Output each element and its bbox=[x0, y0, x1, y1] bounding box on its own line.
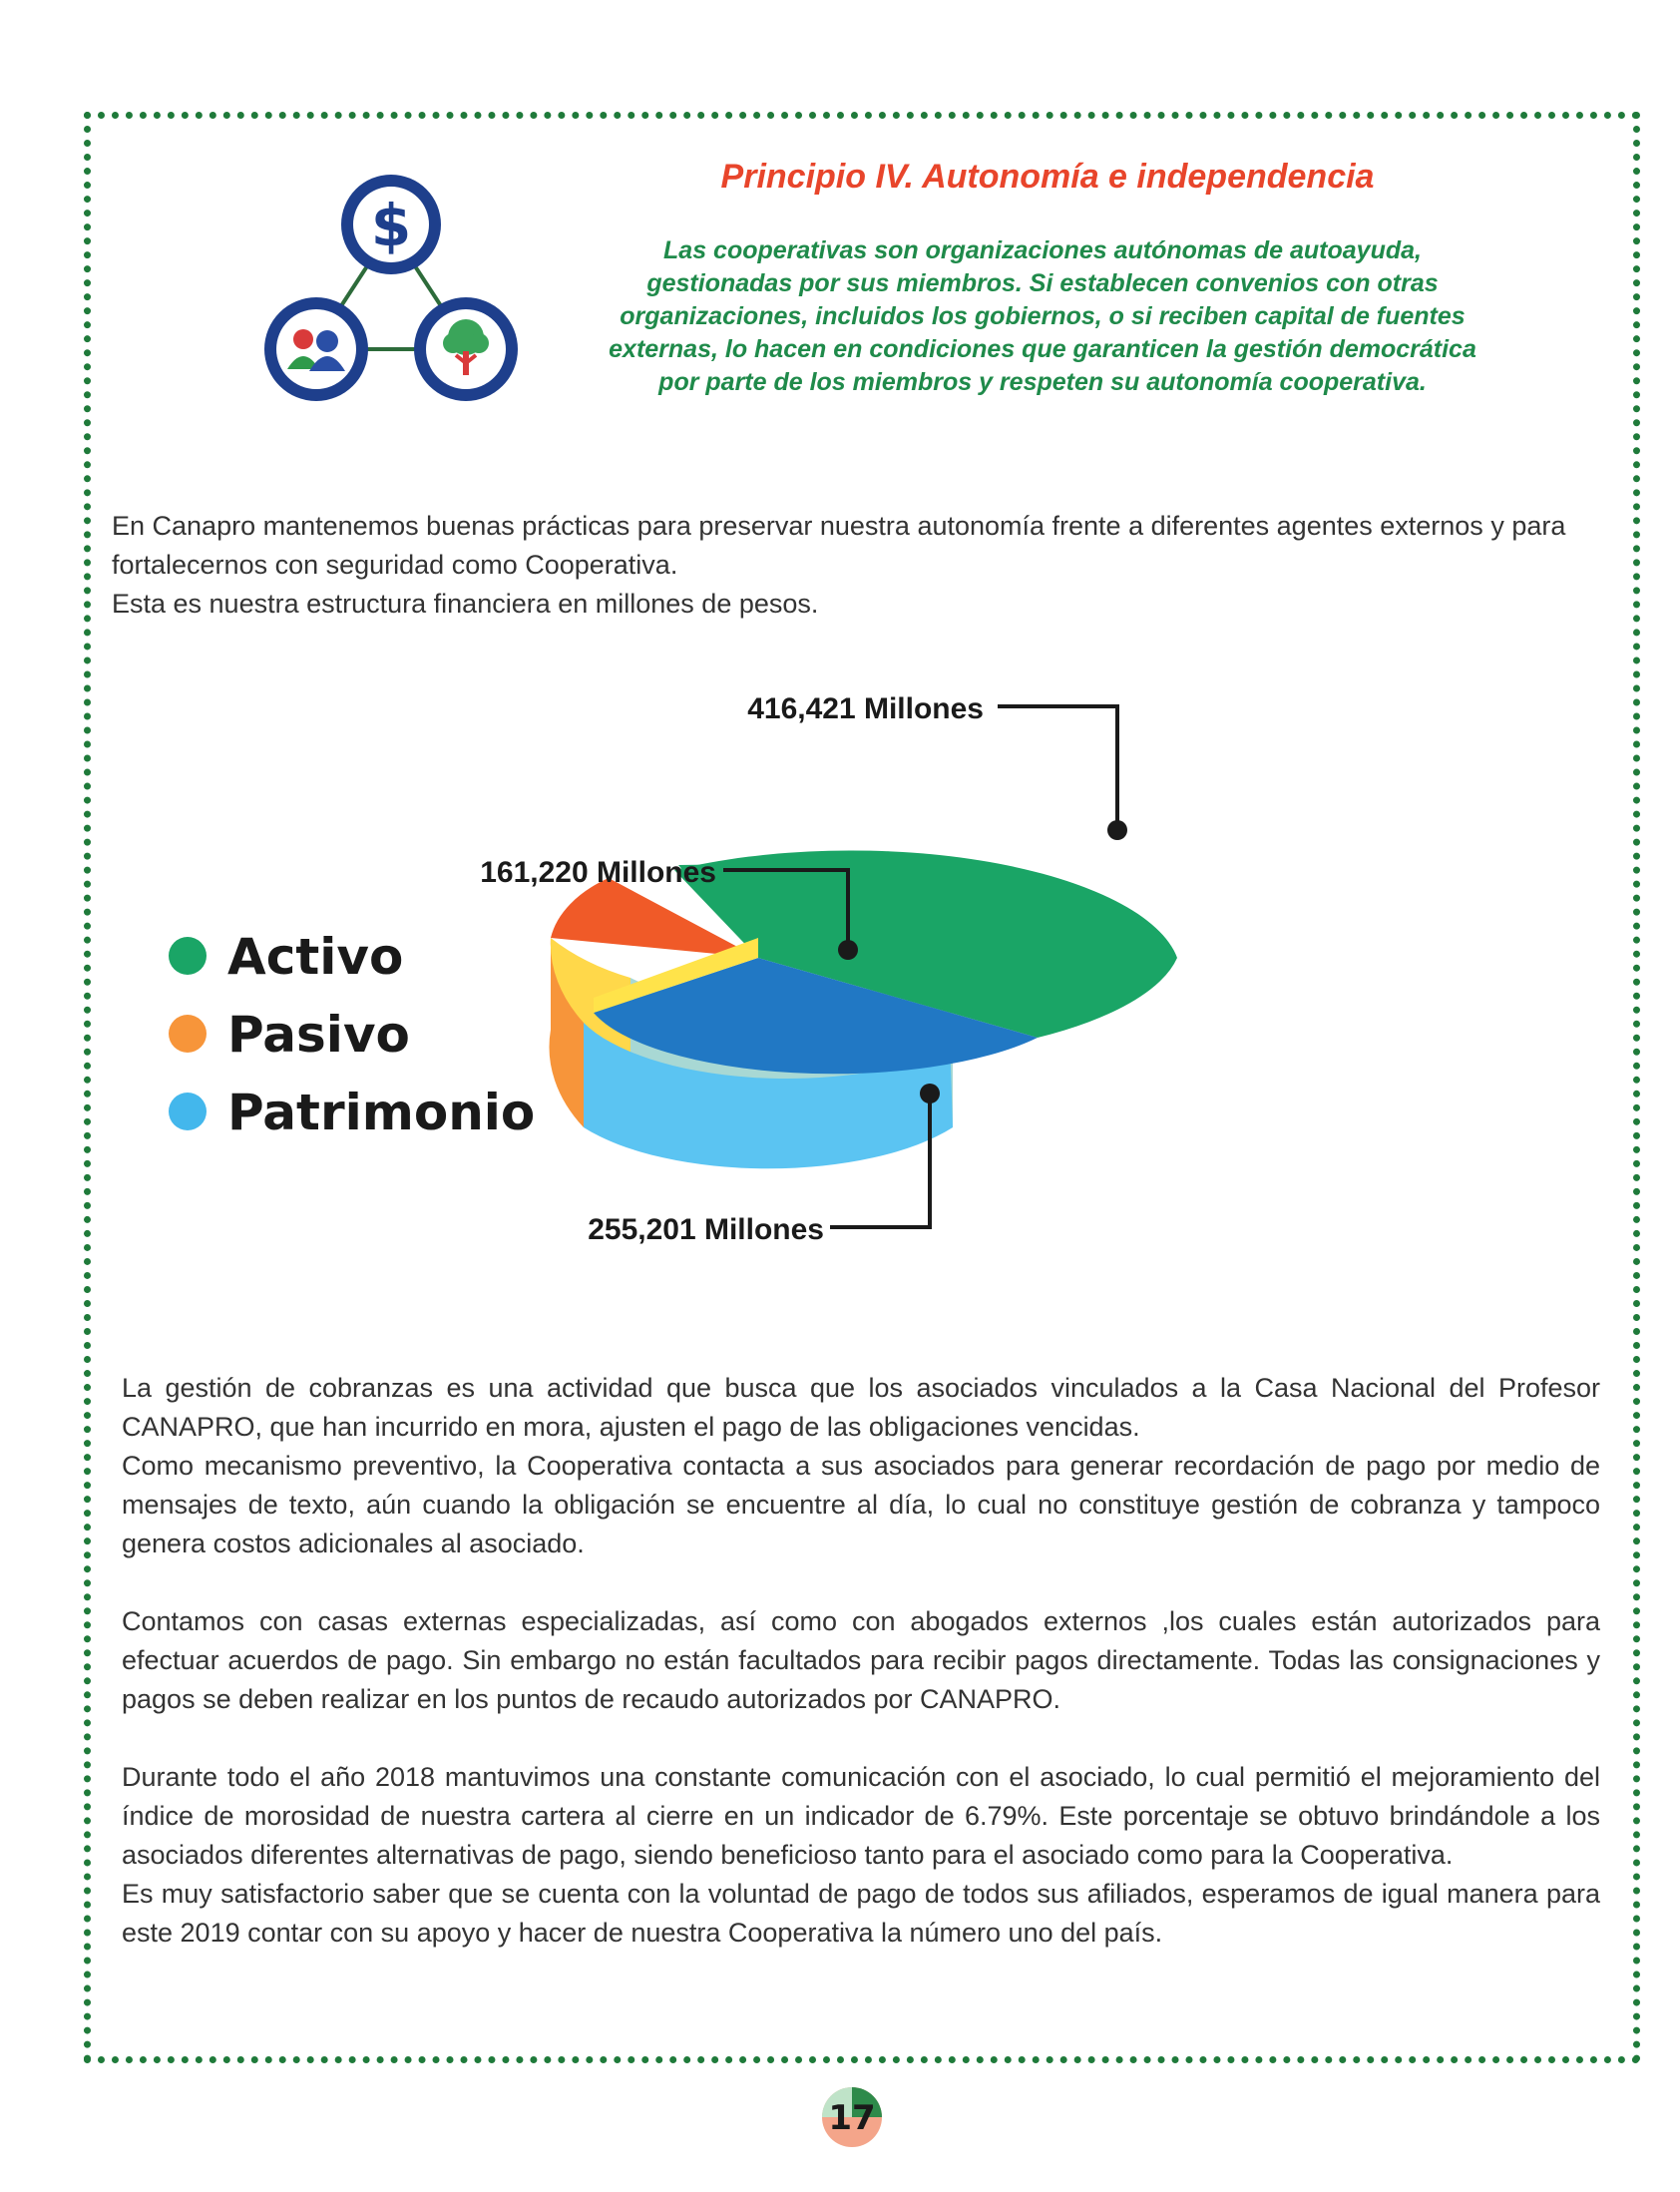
svg-text:$: $ bbox=[370, 192, 412, 259]
collections-paragraph-b: Como mecanismo preventivo, la Cooperativa contacta a sus asociados para generar recordación de pago por medio de mensajes de texto, aún cuando la obligación se encuentre al día, lo cual no constituye gestión de cobranza y tampoco genera costos adicionales al asociado. bbox=[122, 1451, 1600, 1558]
collections-paragraph-a: La gestión de cobranzas es una actividad que busca que los asociados vinculados a la Casa Nacional del Profesor CANAPRO, que han incurrido en mora, ajusten el pago de las obligaciones vencidas. bbox=[122, 1373, 1600, 1442]
label-patrimonio-text: 255,201 Millones bbox=[588, 1213, 824, 1246]
legend-pasivo: Pasivo bbox=[227, 1006, 410, 1064]
intro-paragraph-1: En Canapro mantenemos buenas prácticas para preservar nuestra autonomía frente a diferentes agentes externos y para fortalecernos con seguridad como Cooperativa. bbox=[112, 511, 1566, 580]
principle-title: Principio IV. Autonomía e independencia bbox=[720, 158, 1375, 196]
results-paragraph bbox=[122, 1758, 1600, 1953]
dollar-icon bbox=[341, 175, 441, 274]
results-paragraph-b: Es muy satisfactorio saber que se cuenta con la voluntad de pago de todos sus afiliados, esperamos de igual manera para este 2019 contar con su apoyo y hacer de nuestra Cooperativa la número uno del país. bbox=[122, 1879, 1600, 1948]
legend-dot-activo bbox=[169, 937, 207, 975]
legend-activo: Activo bbox=[227, 928, 404, 986]
label-activo-text: 416,421 Millones bbox=[747, 692, 984, 725]
chart-legend bbox=[169, 928, 535, 1141]
cooperative-principle-logo bbox=[251, 170, 531, 419]
collections-paragraph bbox=[122, 1369, 1600, 1563]
label-activo bbox=[747, 692, 1127, 840]
principle-description: Las cooperativas son organizaciones autónomas de autoayuda, gestionadas por sus miembros. Si establecen convenios con otras organizaciones, incluidos los gobiernos, o si reciben capital de fuentes externas, lo hacen en condiciones que garanticen la gestión democrática por parte de los miembros y respeten su autonomía cooperativa. bbox=[609, 236, 1476, 396]
intro-text bbox=[112, 507, 1608, 624]
page-number: 17 bbox=[828, 2098, 876, 2138]
tree-icon bbox=[414, 297, 518, 401]
page-number-badge bbox=[818, 2083, 886, 2151]
legend-dot-patrimonio bbox=[169, 1093, 207, 1130]
label-pasivo-text: 161,220 Millones bbox=[480, 856, 716, 889]
financial-structure-chart bbox=[120, 658, 1596, 1317]
legend-dot-pasivo bbox=[169, 1015, 207, 1053]
legend-patrimonio: Patrimonio bbox=[227, 1084, 536, 1141]
intro-paragraph-2: Esta es nuestra estructura financiera en millones de pesos. bbox=[112, 589, 819, 619]
external-agencies-text: Contamos con casas externas especializadas, así como con abogados externos ,los cuales están autorizados para efectuar acuerdos de pago. Sin embargo no están facultados para recibir pagos directamente. Todas las consignaciones y pagos se deben realizar en los puntos de recaudo autorizados por CANAPRO. bbox=[122, 1606, 1600, 1714]
external-agencies-paragraph bbox=[122, 1602, 1600, 1719]
results-paragraph-a: Durante todo el año 2018 mantuvimos una constante comunicación con el asociado, lo cual permitió el mejoramiento del índice de morosidad de nuestra cartera al cierre en un indicador de 6.79%. Este porcentaje se obtuvo brindándole a los asociados diferentes alternativas de pago, siendo beneficioso tanto para el asociado como para la Cooperativa. bbox=[122, 1762, 1600, 1870]
people-icon bbox=[264, 297, 368, 401]
